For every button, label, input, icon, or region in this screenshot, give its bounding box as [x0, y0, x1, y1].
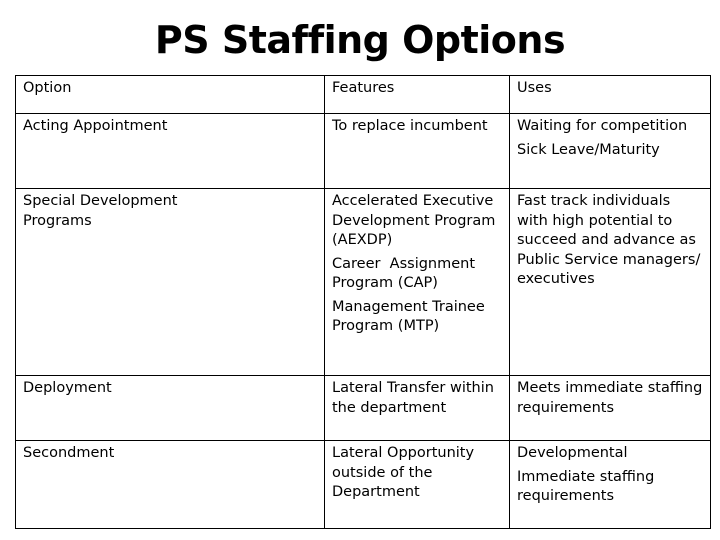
uses-cell: [510, 189, 711, 376]
table-header-row: [16, 76, 711, 114]
page-title: PS Staffing Options: [154, 18, 566, 62]
option-cell: [16, 376, 325, 441]
uses-text: Immediate staffing requirements: [517, 468, 655, 504]
uses-text: Fast track individuals with high potential to succeed and advance as Public Service managers/ executives: [517, 193, 701, 287]
features-text: Accelerated Executive Development Program (AEXDP): [332, 193, 496, 248]
header-option: Option: [16, 76, 325, 114]
uses-text: Developmental: [517, 445, 628, 461]
staffing-options-table: [15, 75, 711, 529]
header-features: Features: [325, 76, 510, 114]
option-cell: [16, 441, 325, 529]
features-text: Management Trainee Program (MTP): [332, 298, 485, 334]
option-text: Secondment: [23, 445, 115, 461]
option-text: Special Development Programs: [23, 193, 178, 229]
features-text: To replace incumbent: [332, 118, 488, 134]
uses-cell: [510, 441, 711, 529]
header-uses: Uses: [510, 76, 711, 114]
table-row: [16, 441, 711, 529]
uses-cell: [510, 376, 711, 441]
features-cell: [325, 114, 510, 189]
uses-text: Meets immediate staffing requirements: [517, 380, 703, 416]
table-row: [16, 114, 711, 189]
option-text: Acting Appointment: [23, 118, 168, 134]
option-cell: [16, 189, 325, 376]
table-row: [16, 376, 711, 441]
features-text: Career Assignment Program (CAP): [332, 255, 480, 291]
features-text: Lateral Opportunity outside of the Department: [332, 445, 475, 500]
option-cell: [16, 114, 325, 189]
table-row: [16, 189, 711, 376]
uses-cell: [510, 114, 711, 189]
features-text: Lateral Transfer within the department: [332, 380, 494, 416]
option-text: Deployment: [23, 380, 112, 396]
features-cell: [325, 441, 510, 529]
features-cell: [325, 376, 510, 441]
uses-text: Waiting for competition: [517, 118, 688, 134]
features-cell: [325, 189, 510, 376]
uses-text: Sick Leave/Maturity: [517, 141, 660, 158]
